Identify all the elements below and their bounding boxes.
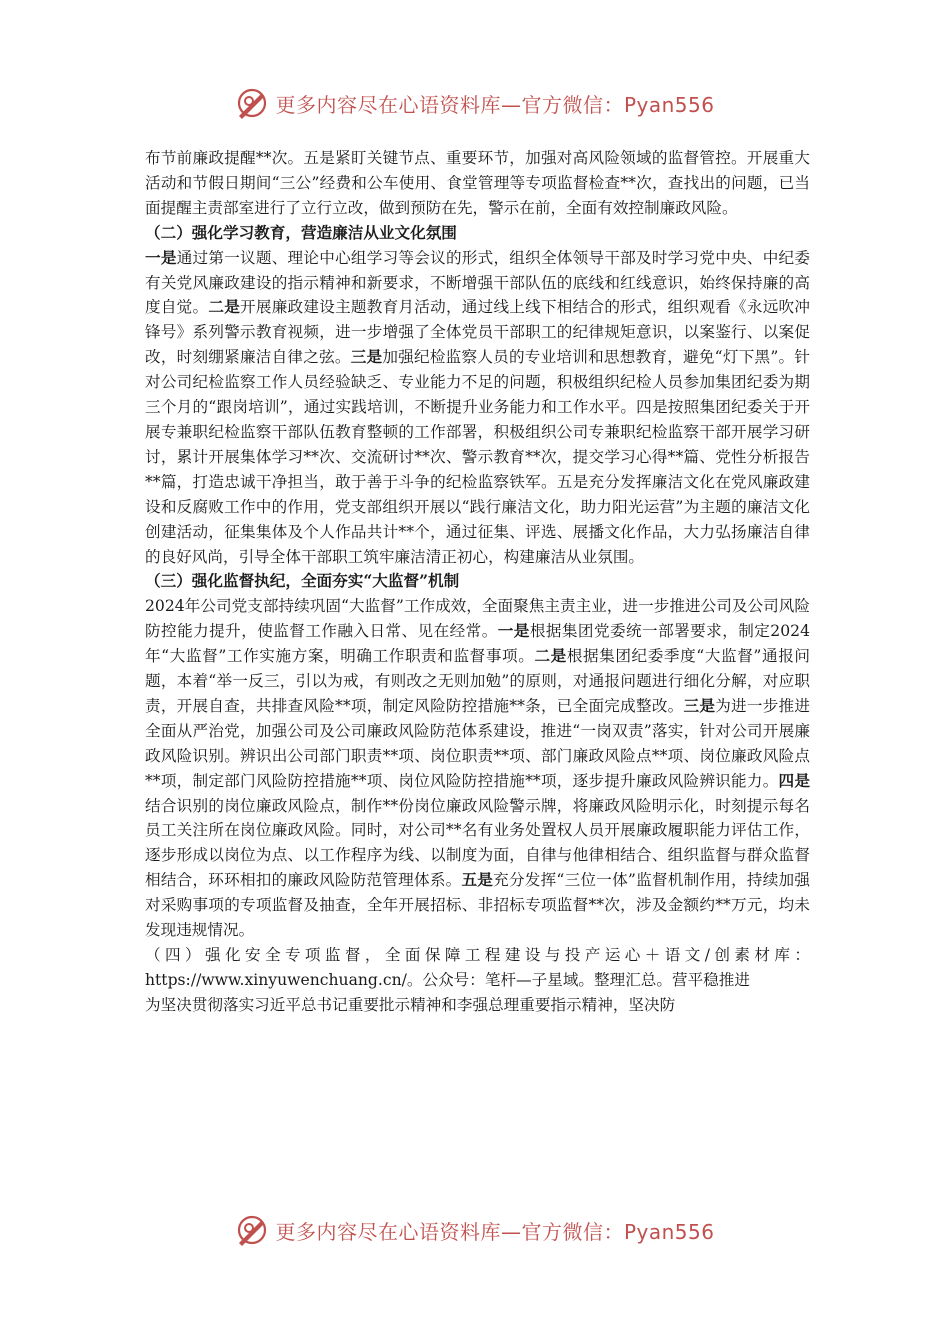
paragraph-text: 通过第一议题、理论中心组学习等会议的形式，组织全体领导干部及时学习党中央、中纪委有关党风廉政建设的指示精神和新要求，不断增强干部队伍的底线和红线意识，始终保持廉的高度自觉。 <box>145 248 810 317</box>
paragraph-supervision <box>145 594 810 943</box>
paragraph-text: 2024年公司党支部持续巩固“大监督”工作成效，全面聚焦主责主业，进一步推进公司及公司风险防控能力提升，使监督工作融入日常、见在经常。 <box>145 597 810 641</box>
banner-text: 更多内容尽在心语资料库—官方微信：Pyan556 <box>275 92 715 117</box>
lead-marker: 二是 <box>534 646 567 666</box>
header-watermark-banner <box>0 83 950 123</box>
paragraph-supervision-end: 布节前廉政提醒**次。五是紧盯关键节点、重要环节，加强对高风险领域的监督管控。开展重大活动和节假日期间“三公”经费和公车使用、食堂管理等专项监督检查**次，查找出的问题，已当面提醒主责部室进行了立行立改，做到预防在先，警示在前，全面有效控制廉政风险。 <box>145 149 810 217</box>
lead-marker: 四是 <box>778 770 810 790</box>
paragraph-text: 为进一步推进全面从严治党，加强公司及公司廉政风险防范体系建设，推进“一岗双责”落实，针对公司开展廉政风险识别。辨识出公司部门职责**项、岗位职责**项、部门廉政风险点**项、岗位廉政风险点**项，制定部门风险防控措施**项、岗位风险防控措施**项，逐步提升廉政风险辨识能力。 <box>145 696 810 790</box>
section-heading-3: （三）强化监督执纪，全面夯实“大监督”机制 <box>145 571 460 591</box>
section-heading-4: （四）强化安全专项监督，全面保障工程建设与投产运心＋语文/创素材库：https://www.xinyuwenchuang.cn/。公众号：笔杆—子星域。整理汇总。营平稳推进 <box>145 946 810 989</box>
pen-logo-icon <box>235 1213 269 1247</box>
paragraph-text: 充分发挥“三位一体”监督机制作用，持续加强对采购事项的专项监督及抽查，全年开展招标、非招标专项监督**次，涉及金额约**万元，均未发现违规情况。 <box>145 871 810 940</box>
paragraph-safety: 为坚决贯彻落实习近平总书记重要批示精神和李强总理重要指示精神，坚决防 <box>145 995 676 1014</box>
lead-marker: 一是 <box>145 247 177 267</box>
paragraph-text: 根据集团纪委季度“大监督”通报问题，本着“举一反三，引以为戒，有则改之无则加勉”的原则，对通报问题进行细化分解，对应职责，开展自查，共排查风险**项，制定风险防控措施**条，已全面完成整改。 <box>145 647 810 715</box>
section-heading-2: （二）强化学习教育，营造廉洁从业文化氛围 <box>145 222 457 242</box>
lead-marker: 五是 <box>461 870 494 890</box>
paragraph-text: 开展廉政建设主题教育月活动，通过线上线下相结合的形式，组织观看《永远吹冲锋号》系列警示教育视频，进一步增强了全体党员干部职工的纪律规矩意识，以案鉴行、以案促改，时刻绷紧廉洁自律之弦。 <box>145 298 810 367</box>
document-body <box>145 146 810 1018</box>
lead-marker: 一是 <box>497 621 530 641</box>
lead-marker: 二是 <box>208 297 241 317</box>
paragraph-education <box>145 246 810 570</box>
lead-marker: 三是 <box>683 695 716 715</box>
lead-marker: 三是 <box>350 347 383 367</box>
pen-logo-icon <box>235 86 269 120</box>
paragraph-text: 根据集团党委统一部署要求，制定2024年“大监督”工作实施方案，明确工作职责和监督事项。 <box>145 622 810 666</box>
paragraph-text: 加强纪检监察人员的专业培训和思想教育，避免“灯下黑”。针对公司纪检监察工作人员经验缺乏、专业能力不足的问题，积极组织纪检人员参加集团纪委为期三个月的“跟岗培训”，通过实践培训，不断提升业务能力和工作水平。四是按照集团纪委关于开展专兼职纪检监察干部队伍教育整顿的工作部署，积极组织公司专兼职纪检监察干部开展学习研讨，累计开展集体学习**次、交流研讨**次、警示教育**次，提交学习心得**篇、党性分析报告**篇，打造忠诚干净担当，敢于善于斗争的纪检监察铁军。五是充分发挥廉洁文化在党风廉政建设和反腐败工作中的作用，党支部组织开展以“践行廉洁文化，助力阳光运营”为主题的廉洁文化创建活动，征集集体及个人作品共计**个，通过征集、评选、展播文化作品，大力弘扬廉洁自律的良好风尚，引导全体干部职工筑牢廉洁清正初心，构建廉洁从业氛围。 <box>145 348 810 566</box>
footer-watermark-banner <box>0 1210 950 1250</box>
paragraph-text: 结合识别的岗位廉政风险点，制作**份岗位廉政风险警示牌，将廉政风险明示化，时刻提示每名员工关注所在岗位廉政风险。同时，对公司**名有业务处置权人员开展廉政履职能力评估工作，逐步形成以岗位为点、以工作程序为线、以制度为面，自律与他律相结合、组织监督与群众监督相结合，环环相扣的廉政风险防范管理体系。 <box>145 796 810 890</box>
banner-text: 更多内容尽在心语资料库—官方微信：Pyan556 <box>275 1219 715 1244</box>
